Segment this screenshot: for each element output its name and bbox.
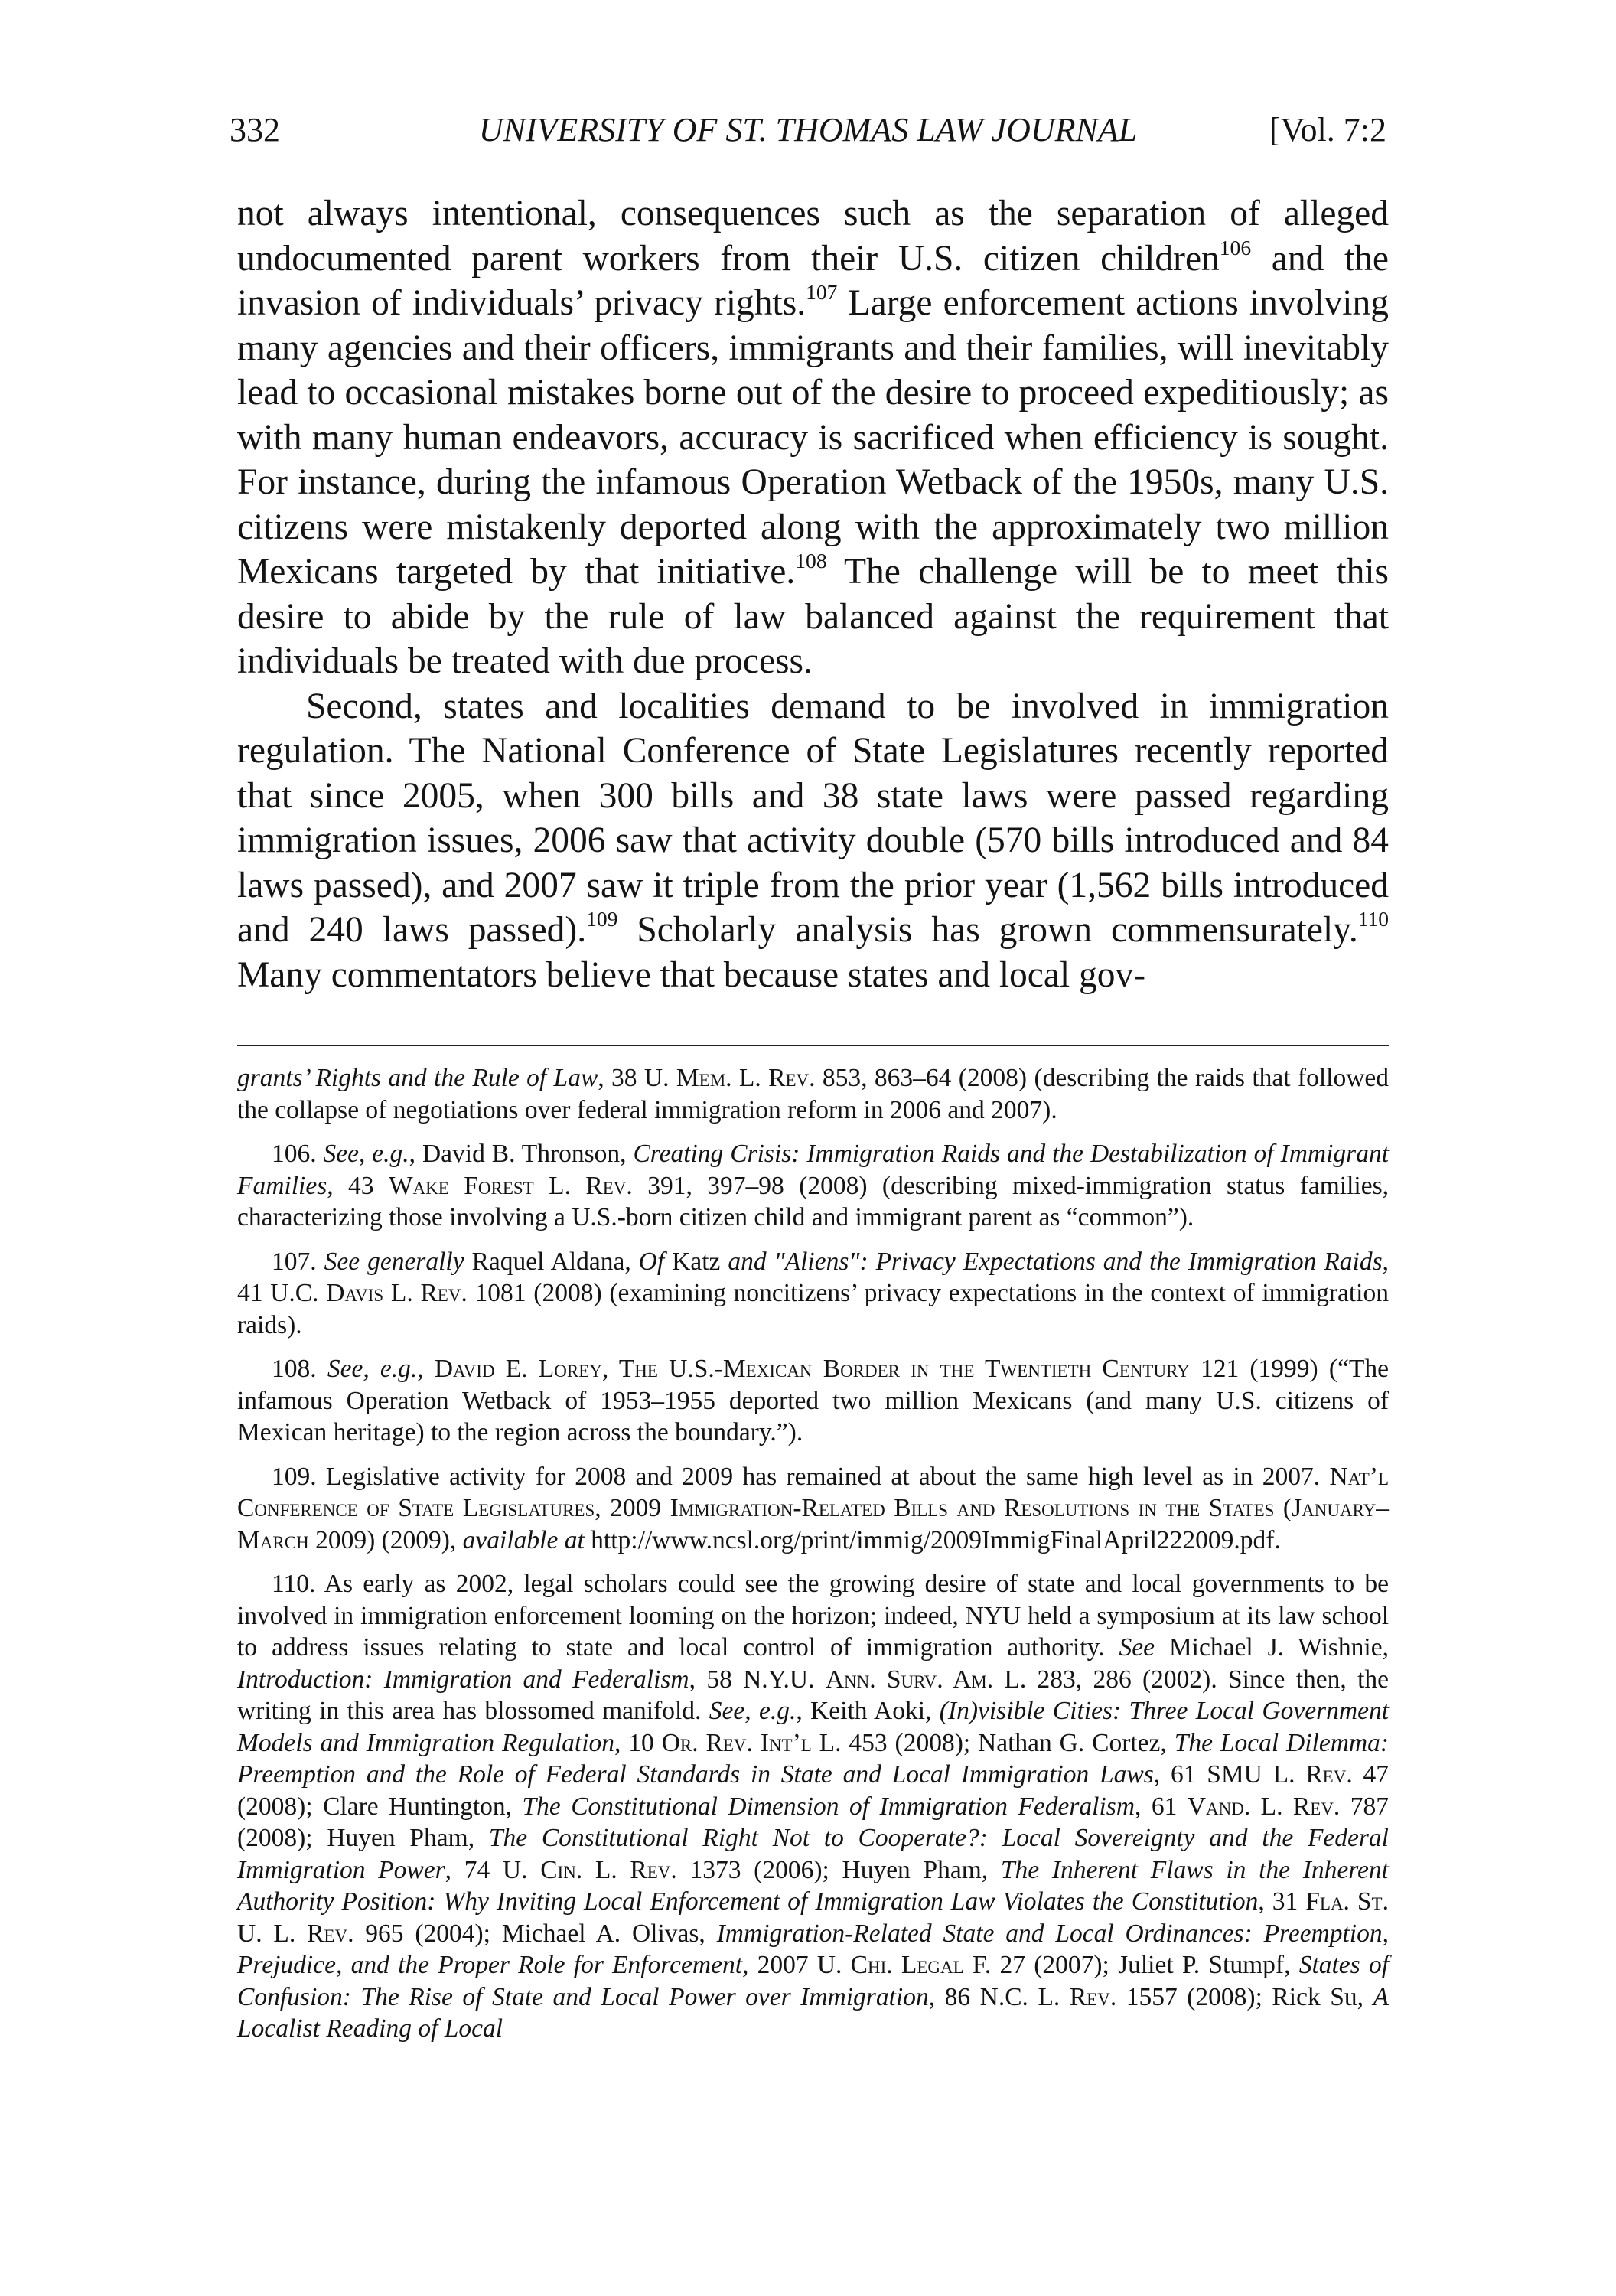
footnotes: [237, 1062, 1389, 2057]
footnote-107: 107. See generally Raquel Aldana, Of Katz and "Aliens": Privacy Expectations and the Immigration Raids, 41 U.C. Davis L. Rev. 1081 (2008) (examining noncitizens’ privacy expectations in the context of immigration raids).: [237, 1247, 1390, 1339]
footnote-ref: 107: [806, 280, 838, 305]
footnote-continuation: grants’ Rights and the Rule of Law, 38 U. Mem. L. Rev. 853, 863–64 (2008) (describing the raids that followed the collapse of negotiations over federal immigration reform in 2006 and 2007).: [237, 1064, 1390, 1124]
footnote-divider: [237, 1045, 1389, 1046]
footnote-108: 108. See, e.g., David E. Lorey, The U.S.-Mexican Border in the Twentieth Century 121 (1999) (“The infamous Operation Wetback of 1953–1955 deported two million Mexicans (and many U.S. citizens of Mexican heritage) to the region across the boundary.”).: [237, 1355, 1390, 1446]
journal-title: UNIVERSITY OF ST. THOMAS LAW JOURNAL: [478, 111, 1138, 148]
footnote-106: 106. See, e.g., David B. Thronson, Creating Crisis: Immigration Raids and the Destabilization of Immigrant Families, 43 Wake Forest L. Rev. 391, 397–98 (2008) (describing mixed-immigration status families, characterizing those involving a U.S.-born citizen child and immigrant parent as “common”).: [237, 1140, 1389, 1231]
running-header: [230, 107, 1386, 153]
main-text: [237, 191, 1389, 997]
footnote-ref: 110: [1357, 907, 1390, 931]
page-number: 332: [230, 111, 280, 148]
volume-label: [Vol. 7:2: [1269, 111, 1386, 148]
body-paragraph: Second, states and localities demand to be involved in immigration regulation. The National Conference of State Legislatures recently reported that since 2005, when 300 bills and 38 state laws were passed regarding immigration issues, 2006 saw that activity double (570 bills introduced and 84 laws passed), and 2007 saw it triple from the prior year (1,562 bills introduced and 240 laws passed).$^{109}$ Scholarly analysis has grown commensurately.$^{110}$ Many commentators believe that because states and local gov-: [237, 686, 1390, 995]
body-paragraph: not always intentional, consequences such as the separation of alleged undocumented parent workers from their U.S. citizen children$^{106}$ and the invasion of individuals’ privacy rights.$^{107}$ Large enforcement actions involving many agencies and their officers, immigrants and their families, will inevitably lead to occasional mistakes borne out of the desire to proceed expeditiously; as with many human endeavors, accuracy is sacrificed when efficiency is sought. For instance, during the infamous Operation Wetback of the 1950s, many U.S. citizens were mistakenly deported along with the approximately two million Mexicans targeted by that initiative.$^{108}$ The challenge will be to meet this desire to abide by the rule of law balanced against the requirement that individuals be treated with due process.: [237, 194, 1390, 681]
footnote-109: 109. Legislative activity for 2008 and 2009 has remained at about the same high level as in 2007. Nat’l Conference of State Legislatures, 2009 Immigration-Related Bills and Resolutions in the States (January–March 2009) (2009), available at http://www.ncsl.org/print/immig/2009ImmigFinalApril222009.pdf.: [237, 1462, 1390, 1554]
footnote-110: 110. As early as 2002, legal scholars could see the growing desire of state and local governments to be involved in immigration enforcement looming on the horizon; indeed, NYU held a symposium at its law school to address issues relating to state and local control of immigration authority. See Michael J. Wishnie, Introduction: Immigration and Federalism, 58 N.Y.U. Ann. Surv. Am. L. 283, 286 (2002). Since then, the writing in this area has blossomed manifold. See, e.g., Keith Aoki, (In)visible Cities: Three Local Government Models and Immigration Regulation, 10 Or. Rev. Int’l L. 453 (2008); Nathan G. Cortez, The Local Dilemma: Preemption and the Role of Federal Standards in State and Local Immigration Laws, 61 SMU L. Rev. 47 (2008); Clare Huntington, The Constitutional Dimension of Immigration Federalism, 61 Vand. L. Rev. 787 (2008); Huyen Pham, The Constitutional Right Not to Cooperate?: Local Sovereignty and the Federal Immigration Power, 74 U. Cin. L. Rev. 1373 (2006); Huyen Pham, The Inherent Flaws in the Inherent Authority Position: Why Inviting Local Enforcement of Immigration Law Violates the Constitution, 31 Fla. St. U. L. Rev. 965 (2004); Michael A. Olivas, Immigration-Related State and Local Ordinances: Preemption, Prejudice, and the Proper Role for Enforcement, 2007 U. Chi. Legal F. 27 (2007); Juliet P. Stumpf, States of Confusion: The Rise of State and Local Power over Immigration, 86 N.C. L. Rev. 1557 (2008); Rick Su, A Localist Reading of Local: [237, 1570, 1390, 2043]
footnote-ref: 108: [795, 549, 827, 573]
footnote-ref: 106: [1219, 235, 1252, 259]
footnote-ref: 109: [586, 907, 618, 931]
